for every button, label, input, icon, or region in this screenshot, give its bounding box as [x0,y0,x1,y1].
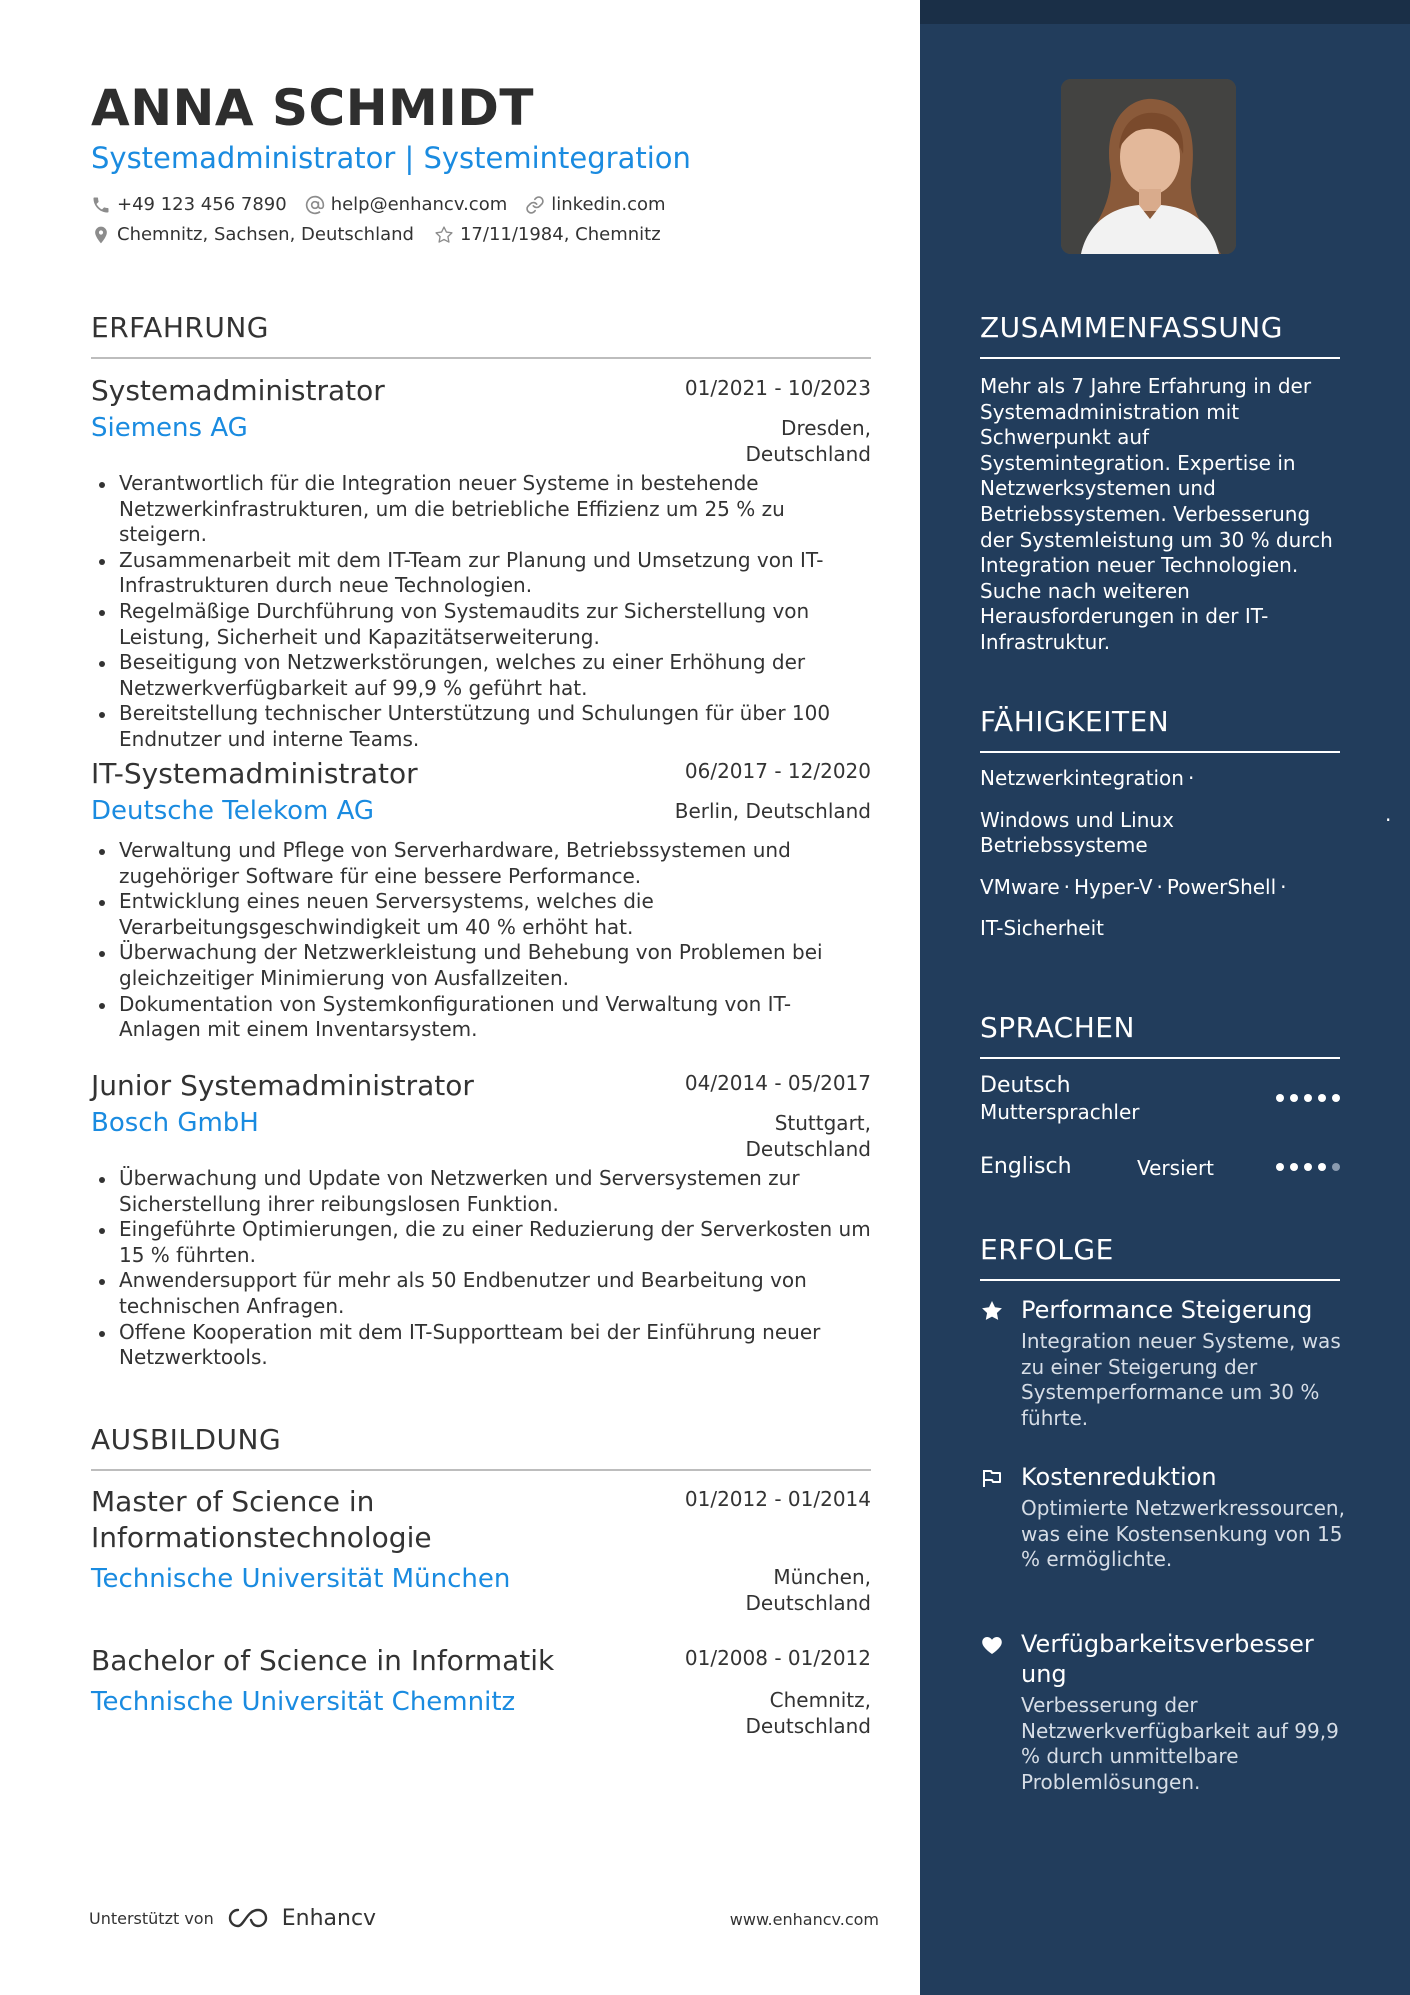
achievement-description: Integration neuer Systeme, was zu einer Steigerung der Systemperformance um 30 % führte. [1021,1329,1341,1430]
rating-dot [1276,1163,1284,1171]
profile-photo [1061,79,1236,254]
skill-item: VMware [980,874,1060,899]
candidate-name: ANNA SCHMIDT [91,79,535,137]
job-location: Dresden, Deutschland [745,416,871,466]
achievements-section-title: ERFOLGE [980,1233,1340,1281]
at-icon [305,195,325,215]
location-text: Chemnitz, Sachsen, Deutschland [117,224,414,245]
powered-by[interactable] [89,1905,376,1931]
skill-item: Windows und Linux Betriebssysteme [980,807,1174,858]
languages-section-title: SPRACHEN [980,1011,1340,1059]
bullet-item: Überwachung und Update von Netzwerken und Serversystemen zur Sicherstellung ihrer reibungslosen Funktion. [91,1166,871,1217]
job-company[interactable]: Bosch GmbH [91,1108,259,1138]
contact-row-1 [91,193,684,217]
star-outline-icon [434,225,454,245]
job-entry [91,373,871,753]
language-name: Englisch [980,1154,1072,1179]
job-entry [91,1068,871,1371]
summary-section-title: ZUSAMMENFASSUNG [980,311,1340,359]
skills-section-title: FÄHIGKEITEN [980,705,1340,753]
rating-dot [1318,1163,1326,1171]
skills-list: Netzwerkintegration · Windows und Linux Betriebssysteme · VMware · Hyper-V · PowerShell · IT-Sicherheit [980,766,1392,941]
achievement-title: Performance Steigerung [1021,1296,1313,1324]
bullet-item: Verantwortlich für die Integration neuer Systeme in bestehende Netzwerkinfrastrukturen, um die betriebliche Effizienz um 25 % zu steigern. [91,471,871,548]
summary-text: Mehr als 7 Jahre Erfahrung in der Systemadministration mit Schwerpunkt auf Systemintegration. Expertise in Netzwerksystemen und Betriebssystemen. Verbesserung der Systemleistung um 30 % durch Integration neuer Technologien. Suche nach weiteren Herausforderungen in der IT-Infrastruktur. [980,374,1333,654]
birth-item [434,223,661,247]
job-date: 06/2017 - 12/2020 [684,759,871,783]
skill-item: Hyper-V [1074,874,1153,899]
bullet-item: Überwachung der Netzwerkleistung und Behebung von Problemen bei gleichzeitiger Minimierung von Ausfallzeiten. [91,940,871,991]
heart-icon [980,1633,1004,1657]
phone-icon [91,195,111,215]
skill-item: PowerShell [1166,874,1277,899]
contact-row-2 [91,223,679,247]
achievement-item [980,1462,1350,1573]
enhancv-logo-icon [226,1905,274,1931]
bullet-item: Verwaltung und Pflege von Serverhardware, Betriebssystemen und zugehöriger Software für eine bessere Performance. [91,838,871,889]
job-title: Junior Systemadministrator [91,1069,474,1102]
achievement-description: Optimierte Netzwerkressourcen, was eine Kostensenkung von 15 % ermöglichte. [1021,1496,1345,1572]
achievement-title: Verfügbarkeitsverbesserung [1021,1630,1314,1688]
rating-dot [1332,1094,1340,1102]
job-date: 04/2014 - 05/2017 [684,1071,871,1095]
phone-text: +49 123 456 7890 [117,194,287,215]
rating-dot [1304,1094,1312,1102]
job-location: Berlin, Deutschland [674,799,871,823]
language-name: Deutsch [980,1073,1071,1098]
job-bullets [91,1166,871,1371]
achievement-item [980,1629,1350,1795]
skill-item: Netzwerkintegration [980,766,1184,790]
job-date: 01/2021 - 10/2023 [684,376,871,400]
bullet-item: Offene Kooperation mit dem IT-Supportteam bei der Einführung neuer Netzwerktools. [91,1320,871,1371]
powered-by-label: Unterstützt von [89,1908,214,1928]
rating-dot [1304,1163,1312,1171]
linkedin-text[interactable]: linkedin.com [551,194,666,215]
bullet-item: Bereitstellung technischer Unterstützung und Schulungen für über 100 Endnutzer und interne Teams. [91,701,871,752]
degree-title: Bachelor of Science in Informatik [91,1644,555,1677]
job-title: IT-Systemadministrator [91,757,418,790]
birth-text: 17/11/1984, Chemnitz [459,224,661,245]
language-item [980,1153,1340,1185]
education-location: München, Deutschland [745,1565,871,1615]
job-bullets [91,471,871,753]
achievement-description: Verbesserung der Netzwerkverfügbarkeit auf 99,9 % durch unmittelbare Problemlösungen. [1021,1693,1339,1794]
school-name[interactable]: Technische Universität München [91,1564,511,1594]
phone-item [91,193,287,217]
education-section-title: AUSBILDUNG [91,1423,871,1471]
job-bullets [91,838,871,1043]
skill-item: IT-Sicherheit [980,916,1104,941]
language-level: Versiert [1137,1156,1215,1180]
language-rating [1270,1094,1340,1102]
education-date: 01/2012 - 01/2014 [684,1487,871,1511]
rating-dot [1276,1094,1284,1102]
bullet-item: Beseitigung von Netzwerkstörungen, welches zu einer Erhöhung der Netzwerkverfügbarkeit auf 99,9 % geführt hat. [91,650,871,701]
footer [89,1905,879,1935]
sidebar [920,0,1410,1995]
rating-dot [1318,1094,1326,1102]
job-entry [91,756,871,1043]
education-location: Chemnitz, Deutschland [745,1688,871,1738]
education-entry [91,1484,871,1614]
link-icon [525,195,545,215]
linkedin-item[interactable] [525,193,665,217]
sidebar-top-band [920,0,1410,24]
job-title: Systemadministrator [91,374,385,407]
language-rating [1270,1163,1340,1171]
achievement-item [980,1295,1350,1431]
email-text[interactable]: help@enhancv.com [330,194,508,215]
rating-dot [1332,1163,1340,1171]
flag-icon [980,1466,1004,1490]
achievement-title: Kostenreduktion [1021,1463,1217,1491]
website-link[interactable]: www.enhancv.com [729,1910,879,1929]
location-item [91,223,414,247]
rating-dot [1290,1094,1298,1102]
email-item[interactable] [305,193,508,217]
bullet-item: Anwendersupport für mehr als 50 Endbenutzer und Bearbeitung von technischen Anfragen. [91,1268,871,1319]
language-item [980,1072,1340,1128]
education-date: 01/2008 - 01/2012 [684,1646,871,1670]
profile-photo-image [1061,79,1236,254]
bullet-item: Dokumentation von Systemkonfigurationen und Verwaltung von IT-Anlagen mit einem Inventarsystem. [91,992,871,1043]
rating-dot [1290,1163,1298,1171]
bullet-item: Zusammenarbeit mit dem IT-Team zur Planung und Umsetzung von IT-Infrastrukturen durch neue Technologien. [91,548,871,599]
star-icon [980,1299,1004,1323]
experience-section-title: ERFAHRUNG [91,311,871,359]
location-pin-icon [91,225,111,245]
degree-title: Master of Science in Informationstechnologie [91,1485,432,1554]
bullet-item: Regelmäßige Durchführung von Systemaudits zur Sicherstellung von Leistung, Sicherheit und Kapazitätserweiterung. [91,599,871,650]
language-level: Muttersprachler [980,1100,1140,1124]
job-company[interactable]: Siemens AG [91,413,248,443]
bullet-item: Entwicklung eines neuen Serversystems, welches die Verarbeitungsgeschwindigkeit um 40 % erhöht hat. [91,889,871,940]
job-company[interactable]: Deutsche Telekom AG [91,796,375,826]
candidate-headline: Systemadministrator | Systemintegration [91,141,691,175]
job-location: Stuttgart, Deutschland [745,1111,871,1161]
bullet-item: Eingeführte Optimierungen, die zu einer Reduzierung der Serverkosten um 15 % führten. [91,1217,871,1268]
brand-name: Enhancv [281,1905,377,1931]
education-entry [91,1643,871,1743]
school-name[interactable]: Technische Universität Chemnitz [91,1687,516,1717]
